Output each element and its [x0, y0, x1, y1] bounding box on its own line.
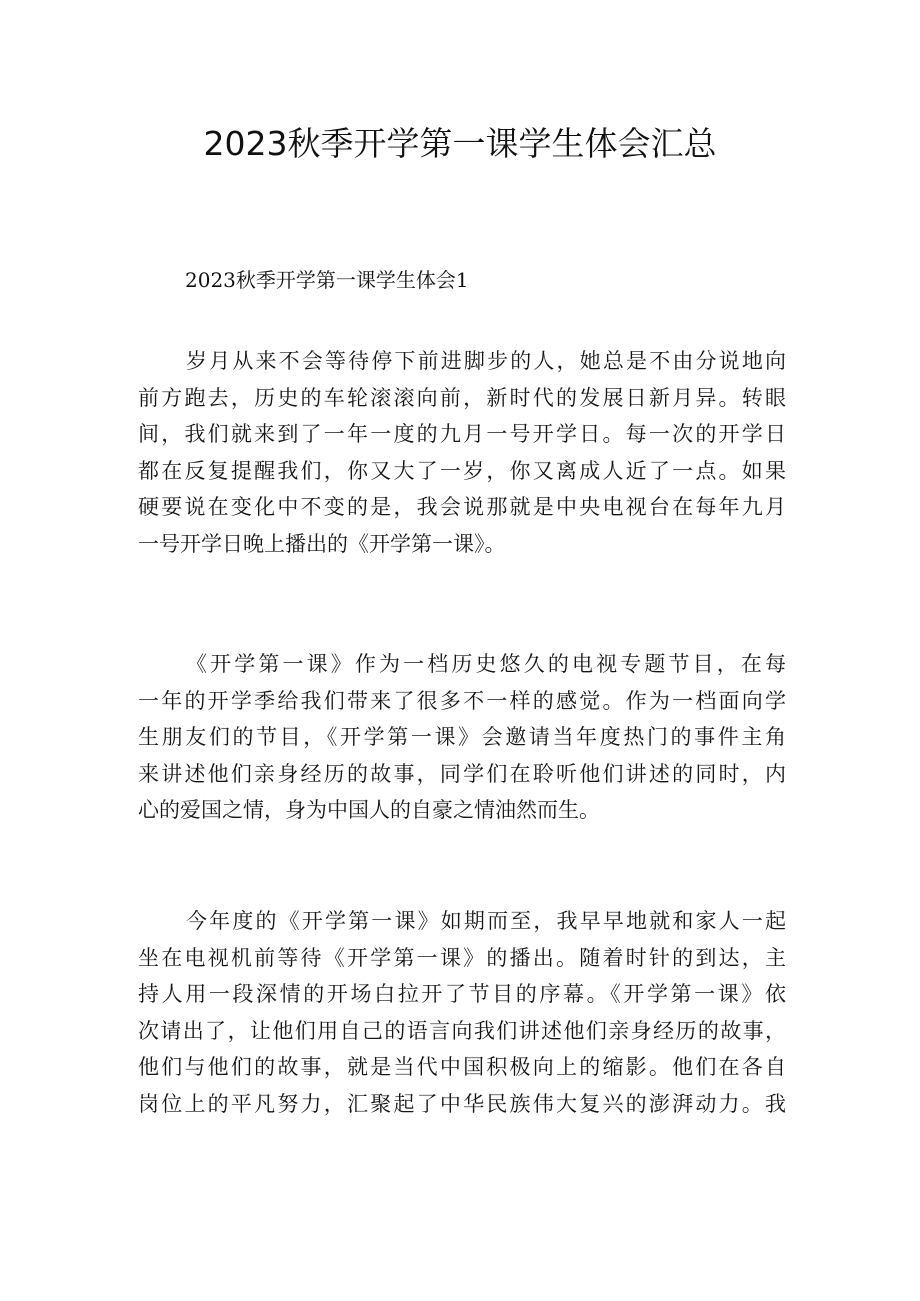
paragraph-line: 一号开学日晚上播出的《开学第一课》。	[138, 531, 506, 556]
section-heading: 2023秋季开学第一课学生体会1	[185, 268, 469, 292]
paragraph-1	[138, 343, 786, 562]
paragraph-2	[138, 646, 786, 829]
paragraph-line: 生朋友们的节目，《开学第一课》会邀请当年度热门的事件主角	[138, 725, 786, 749]
paragraph-line: 持人用一段深情的开场白拉开了节目的序幕。《开学第一课》依	[138, 982, 786, 1006]
paragraph-line: 一年的开学季给我们带来了很多不一样的感觉。作为一档面向学	[138, 688, 786, 713]
paragraph-line: 硬要说在变化中不变的是，我会说那就是中央电视台在每年九月	[138, 495, 786, 519]
document-title: 2023秋季开学第一课学生体会汇总	[203, 124, 717, 163]
paragraph-line: 坐在电视机前等待《开学第一课》的播出。随着时针的到达，主	[138, 945, 786, 970]
paragraph-line: 来讲述他们亲身经历的故事，同学们在聆听他们讲述的同时，内	[138, 761, 786, 786]
paragraph-line: 今年度的《开学第一课》如期而至，我早早地就和家人一起	[186, 909, 786, 933]
paragraph-line: 岗位上的平凡努力，汇聚起了中华民族伟大复兴的澎湃动力。我	[138, 1091, 786, 1116]
paragraph-line: 他们与他们的故事，就是当代中国积极向上的缩影。他们在各自	[138, 1055, 786, 1079]
paragraph-line: 次请出了，让他们用自己的语言向我们讲述他们亲身经历的故事，	[138, 1018, 786, 1043]
paragraph-line: 前方跑去，历史的车轮滚滚向前，新时代的发展日新月异。转眼	[138, 385, 786, 410]
paragraph-line: 间，我们就来到了一年一度的九月一号开学日。每一次的开学日	[138, 422, 786, 446]
paragraph-3	[138, 903, 786, 1122]
paragraph-line: 心的爱国之情，身为中国人的自豪之情油然而生。	[138, 798, 600, 822]
paragraph-line: 岁月从来不会等待停下前进脚步的人，她总是不由分说地向	[186, 349, 786, 373]
paragraph-line: 都在反复提醒我们，你又大了一岁，你又离成人近了一点。如果	[138, 458, 786, 483]
paragraph-line: 《开学第一课》作为一档历史悠久的电视专题节目，在每	[186, 652, 786, 676]
